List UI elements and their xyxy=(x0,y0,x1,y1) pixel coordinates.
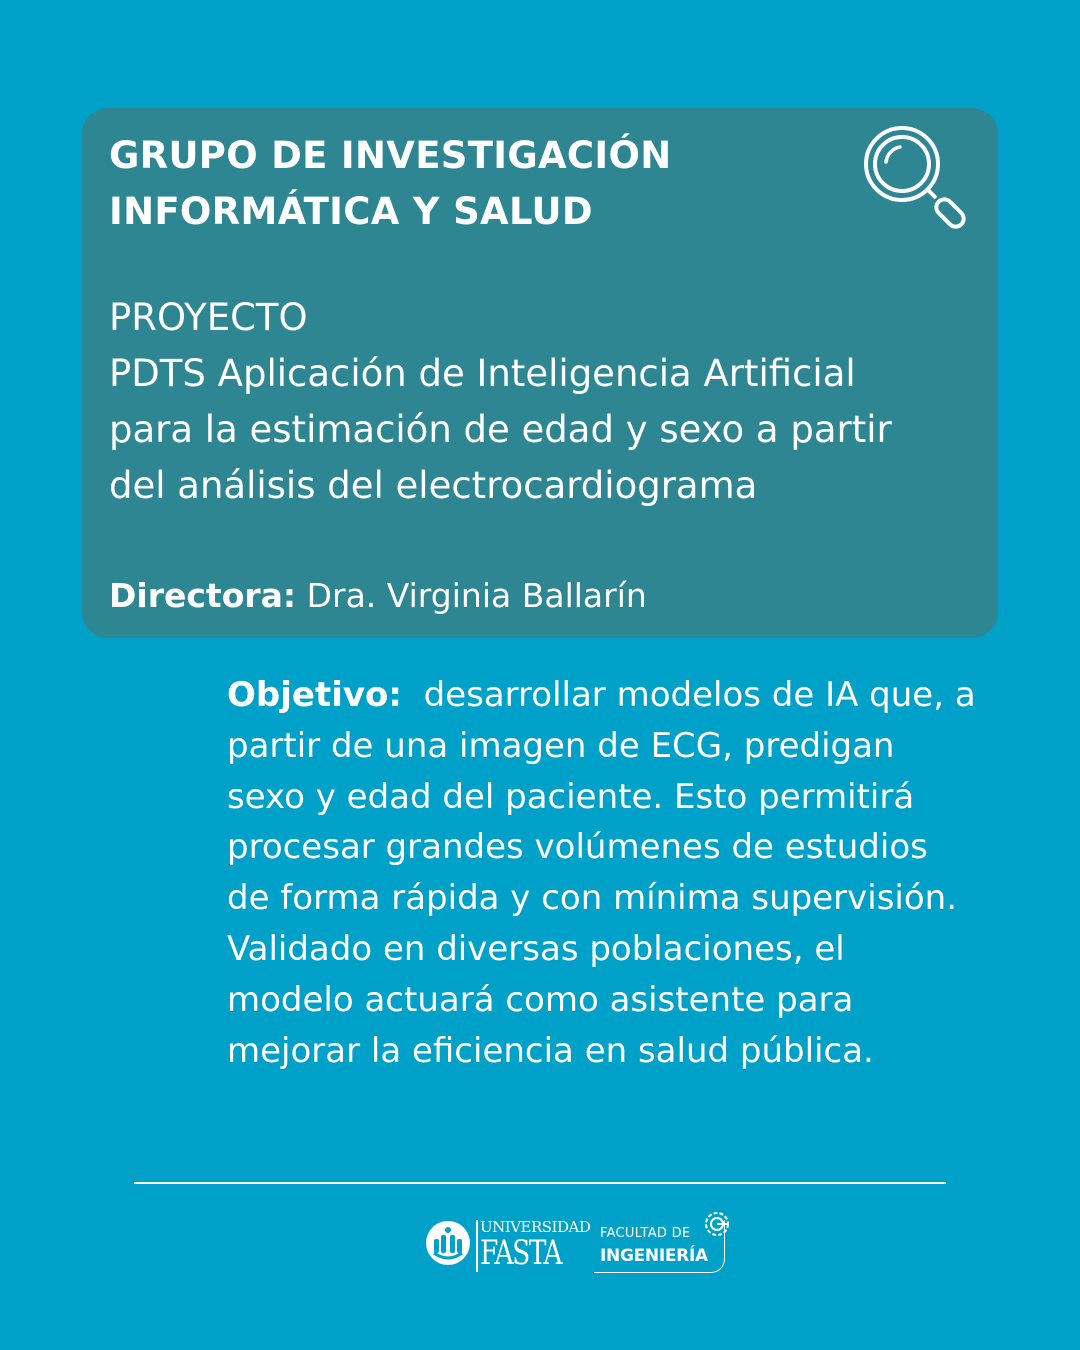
faculty-label: FACULTAD DE xyxy=(600,1226,691,1241)
objective-line2: partir de una imagen de ECG, predigan xyxy=(227,725,895,766)
gear-icon xyxy=(703,1210,731,1238)
objective-label: Objetivo: xyxy=(227,675,402,715)
university-name: FASTA xyxy=(480,1233,562,1273)
university-label: UNIVERSIDAD xyxy=(480,1218,591,1236)
objective-line5: de forma rápida y con mínima supervisión. xyxy=(227,878,958,919)
objective-line6: Validado en diversas poblaciones, el xyxy=(227,928,845,969)
group-title xyxy=(109,128,671,240)
project-title-line3: del análisis del electrocardiograma xyxy=(109,464,758,507)
project-title-line1: PDTS Aplicación de Inteligencia Artificial xyxy=(109,352,856,395)
group-title-line2: INFORMÁTICA Y SALUD xyxy=(109,190,593,233)
objective-line3: sexo y edad del paciente. Esto permitirá xyxy=(227,776,915,817)
objective-line7: modelo actuará como asistente para xyxy=(227,979,854,1020)
fasta-emblem-icon xyxy=(424,1219,472,1267)
director-name: Dra. Virginia Ballarín xyxy=(306,576,647,615)
fasta-separator xyxy=(476,1220,478,1272)
footer-logos xyxy=(424,1210,734,1280)
director-label: Directora: xyxy=(109,576,297,615)
search-icon xyxy=(860,124,972,236)
group-title-line1: GRUPO DE INVESTIGACIÓN xyxy=(109,134,672,177)
footer-divider xyxy=(134,1182,946,1184)
project-label: PROYECTO xyxy=(109,296,308,339)
objective-line1: desarrollar modelos de IA que, a xyxy=(423,675,976,715)
project-block xyxy=(109,290,989,514)
objective-text xyxy=(227,670,1047,1076)
director xyxy=(109,576,647,616)
objective-line8: mejorar la eficiencia en salud pública. xyxy=(227,1030,874,1071)
faculty-name: INGENIERÍA xyxy=(600,1246,708,1266)
project-title-line2: para la estimación de edad y sexo a partir xyxy=(109,408,892,451)
project-card xyxy=(82,108,998,638)
objective-line4: procesar grandes volúmenes de estudios xyxy=(227,827,928,868)
